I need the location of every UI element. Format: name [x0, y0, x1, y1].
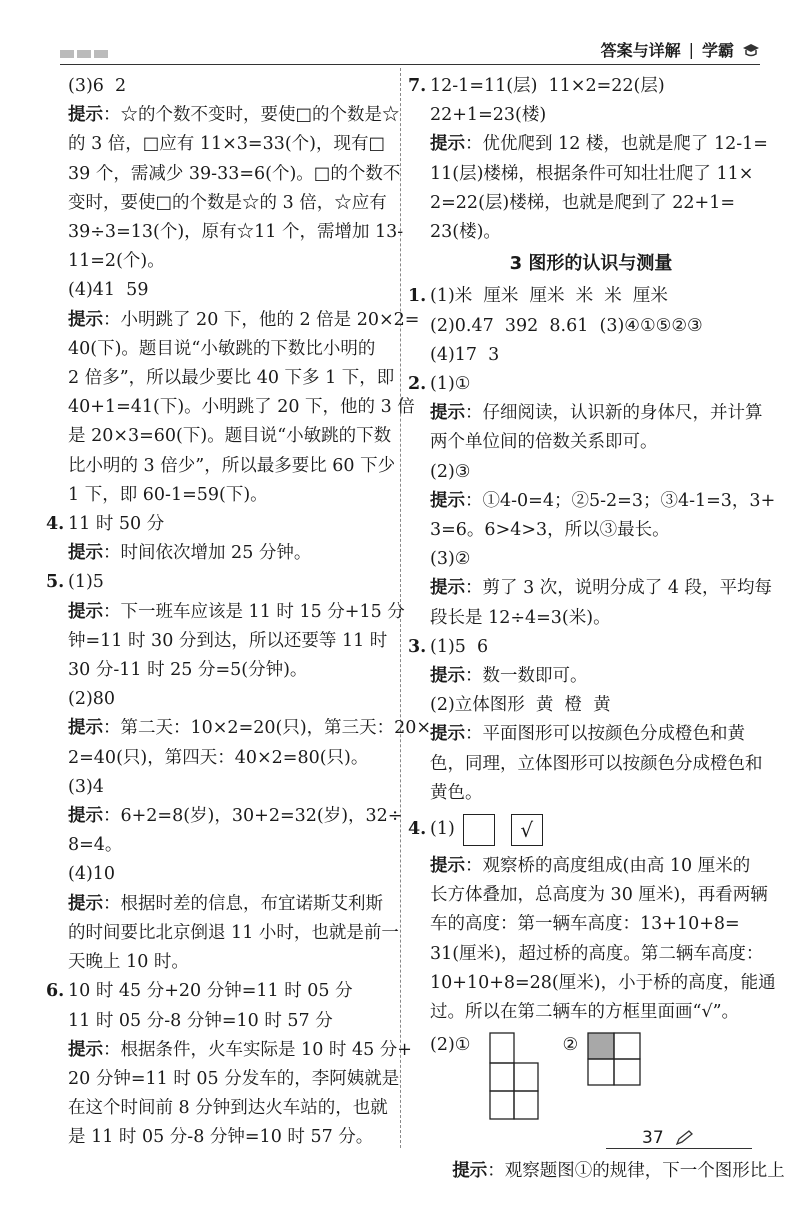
answer-line	[430, 910, 770, 939]
line-text: (3)6 2	[68, 76, 127, 96]
line-text: (3)4	[68, 776, 104, 797]
line-text: 2 倍多”，所以最少要比 40 下多 1 下，即	[68, 368, 395, 389]
line-text: 段长是 12÷4=3(米)。	[430, 607, 611, 628]
answer-line	[50, 919, 399, 948]
line-text: 10 时 45 分+20 分钟=11 时 05 分	[68, 981, 353, 1002]
line-text: 观察桥的高度组成(由高 10 厘米的	[482, 856, 751, 877]
answer-line	[50, 1123, 390, 1152]
hint-label: 提示	[430, 134, 465, 155]
hint-line: 提示：小明跳了 20 下，他的 2 倍是 20×2=	[68, 309, 420, 330]
figure-2-grid	[584, 1031, 644, 1091]
answer-line	[50, 189, 390, 218]
question-number: 5.	[46, 572, 65, 593]
brand-logo: 学霸	[701, 41, 734, 60]
line-text: 23(楼)。	[430, 222, 501, 243]
line-text: 优优爬到 12 楼，也就是爬了 12-1=	[482, 134, 768, 155]
answer-line	[412, 458, 770, 487]
answer-line	[430, 969, 776, 998]
line-text: 31(厘米)，超过桥的高度。第二辆车高度：	[430, 943, 764, 964]
hint-line: 提示：剪了 3 次，说明分成了 4 段，平均每	[430, 578, 773, 599]
hint-label: 提示	[430, 856, 465, 877]
answer-line	[50, 685, 390, 714]
line-text: 色，同理，立体图形可以按颜色分成橙色和	[430, 753, 763, 774]
q4-sub2: (2)①	[430, 1035, 471, 1056]
hint-label: 提示	[68, 806, 103, 827]
header-title: 答案与详解	[600, 41, 681, 60]
grad-cap-icon	[742, 41, 760, 59]
line-text: 根据时差的信息，布宜诺斯艾利斯	[120, 893, 383, 914]
hint-line: 提示：第二天：10×2=20(只)，第三天：20×	[68, 718, 432, 739]
answer-line	[412, 604, 770, 633]
header-marks	[60, 50, 108, 58]
line-text: ①4-0=4；②5-2=3；③4-1=3，3+	[482, 490, 776, 511]
line-text: 11(层)楼梯，根据条件可知壮壮爬了 11×	[430, 163, 754, 184]
answer-line	[50, 160, 401, 189]
section-title: 3 图形的认识与测量	[509, 253, 673, 275]
question-line	[46, 510, 390, 539]
line-text: (4)10	[68, 864, 116, 885]
line-text: 时间依次增加 25 分钟。	[120, 543, 312, 564]
line-text: 第二天：10×2=20(只)，第三天：20×	[120, 718, 432, 739]
line-text: 39÷3=13(个)，原有☆11 个，需增加 13-	[68, 222, 404, 243]
line-text: 6+2=8(岁)，30+2=32(岁)，32÷	[120, 806, 403, 827]
question-line	[46, 568, 390, 597]
answer-line	[412, 341, 770, 370]
answer-line	[50, 1007, 390, 1036]
line-text: (1)5	[68, 572, 104, 593]
hint-label: 提示	[68, 309, 103, 330]
line-text: 小明跳了 20 下，他的 2 倍是 20×2=	[120, 309, 420, 330]
line-text: 比小明的 3 倍少”，所以最多要比 60 下少	[68, 455, 396, 476]
question-number: 3.	[408, 636, 427, 657]
line-text: 11 时 05 分-8 分钟=10 时 57 分	[68, 1010, 333, 1031]
hint-line: 提示：根据条件，火车实际是 10 时 45 分+	[68, 1039, 412, 1060]
hint-label: 提示	[68, 718, 103, 739]
answer-line	[430, 998, 770, 1027]
answer-line	[50, 393, 415, 422]
hint-label: 提示	[68, 1039, 103, 1060]
answer-line	[50, 452, 396, 481]
line-text: 30 分-11 时 25 分=5(分钟)。	[68, 660, 308, 681]
line-text: (3)②	[430, 549, 471, 570]
answer-line	[50, 773, 390, 802]
answer-line	[412, 750, 770, 779]
line-text: 12-1=11(层) 11×2=22(层)	[430, 76, 665, 96]
check-mark: √	[520, 818, 534, 843]
hint-line: 提示：优优爬到 12 楼，也就是爬了 12-1=	[430, 134, 768, 155]
line-text: 两个单位间的倍数关系即可。	[430, 432, 658, 453]
line-text: 39 个，需减少 39-33=6(个)。□的个数不	[68, 163, 401, 184]
answer-line	[50, 860, 390, 889]
line-text: 平面图形可以按颜色分成橙色和黄	[482, 724, 745, 745]
line-text: 下一班车应该是 11 时 15 分+15 分	[120, 601, 405, 622]
hint-label: 提示	[68, 105, 103, 126]
answer-line	[412, 160, 770, 189]
answer-line	[412, 428, 770, 457]
answer-line	[50, 1094, 390, 1123]
line-text: 数一数即可。	[482, 666, 588, 687]
line-text: 的 3 倍，□应有 11×3=33(个)，现有□	[68, 134, 386, 155]
answer-line	[412, 545, 770, 574]
q4-number: 4.	[408, 819, 427, 840]
hint-line: 提示：根据时差的信息，布宜诺斯艾利斯	[68, 893, 383, 914]
line-text: 天晚上 10 时。	[68, 952, 189, 973]
line-text: 2=40(只)，第四天：40×2=80(只)。	[68, 747, 369, 768]
hint-label: 提示	[68, 543, 103, 564]
answer-line	[50, 276, 390, 305]
figure-1-grid	[476, 1031, 540, 1123]
answer-line	[412, 779, 770, 808]
line-text: (1)米 厘米 厘米 米 米 厘米	[430, 286, 668, 307]
hint-label: 提示	[430, 403, 465, 424]
answer-line	[430, 881, 770, 910]
hint-line: 提示：数一数即可。	[430, 666, 588, 687]
answer-line	[412, 101, 770, 130]
line-text: 根据条件，火车实际是 10 时 45 分+	[120, 1039, 412, 1060]
line-text: 在这个时间前 8 分钟到达火车站的，也就	[68, 1098, 388, 1119]
question-line	[408, 633, 770, 662]
line-text: 变时，要使□的个数是☆的 3 倍，☆应有	[68, 192, 387, 213]
left-column	[46, 72, 432, 1153]
question-line	[408, 72, 770, 101]
answer-line	[50, 130, 390, 159]
answer-line	[50, 744, 390, 773]
line-text: 20 分钟=11 时 05 分发车的，李阿姨就是	[68, 1068, 400, 1089]
answer-line	[50, 627, 390, 656]
hint-line: 提示：6+2=8(岁)，30+2=32(岁)，32÷	[68, 806, 403, 827]
line-text: 3=6。6>4>3，所以③最长。	[430, 520, 670, 541]
answer-line	[412, 189, 770, 218]
hint-label: 提示	[430, 666, 465, 687]
line-text: (2)0.47 392 8.61 (3)④①⑤②③	[430, 315, 703, 336]
line-text: 2=22(层)楼梯，也就是爬到了 22+1=	[430, 192, 736, 213]
line-text: 10+10+8=28(厘米)，小于桥的高度，能通	[430, 972, 776, 993]
answer-line	[50, 364, 395, 393]
line-text: 钟=11 时 30 分到达，所以还要等 11 时	[68, 630, 388, 651]
line-text: (2)80	[68, 689, 116, 710]
line-text: 40(下)。题目说“小敏跳的下数比小明的	[68, 338, 376, 359]
line-text: 剪了 3 次，说明分成了 4 段，平均每	[482, 578, 773, 599]
pencil-icon	[675, 1130, 695, 1146]
q4-last-hint: 提示：观察题图①的规律，下一个图形比上	[452, 1160, 785, 1181]
question-number: 4.	[46, 514, 65, 535]
hint-line: 提示：☆的个数不变时，要使□的个数是☆	[68, 105, 400, 126]
answer-box-empty	[463, 814, 495, 846]
line-text: 1 下，即 60-1=59(下)。	[68, 484, 268, 505]
q4-row	[408, 808, 770, 852]
answer-line	[50, 247, 390, 276]
answer-line	[50, 72, 390, 101]
hint-line: 提示：平面图形可以按颜色分成橙色和黄	[430, 724, 745, 745]
line-text: 是 20×3=60(下)。题目说“小敏跳的下数	[68, 426, 392, 447]
hint-line: 提示：仔细阅读，认识新的身体尺，并计算	[430, 403, 763, 424]
line-text: (2)立体图形 黄 橙 黄	[430, 695, 611, 716]
hint-label: 提示	[68, 893, 103, 914]
hint-label: 提示	[430, 490, 465, 511]
answer-line	[50, 1065, 400, 1094]
header-right: 答案与详解 | 学霸	[601, 38, 760, 61]
line-text: 11 时 50 分	[68, 514, 165, 535]
page-header	[60, 38, 760, 65]
answer-line	[50, 831, 390, 860]
line-text: 车的高度：第一辆车高度：13+10+8=	[430, 914, 740, 935]
q4-sub2b: ②	[562, 1035, 579, 1056]
hint-line: 提示：①4-0=4；②5-2=3；③4-1=3，3+	[430, 490, 776, 511]
hint-label: 提示	[430, 578, 465, 599]
question-number: 1.	[408, 286, 427, 307]
line-text: (4)41 59	[68, 280, 149, 301]
answer-line	[412, 218, 770, 247]
line-text: 的时间要比北京倒退 11 小时，也就是前一	[68, 922, 399, 943]
question-line	[46, 977, 390, 1006]
hint-label: 提示	[68, 601, 103, 622]
line-text: (4)17 3	[430, 344, 500, 365]
q4-sub1: (1)	[430, 819, 455, 840]
answer-line	[50, 656, 390, 685]
line-text: 11=2(个)。	[68, 251, 165, 272]
right-column	[408, 72, 785, 1215]
question-line	[408, 282, 770, 311]
hint-line: 提示：时间依次增加 25 分钟。	[68, 543, 312, 564]
line-text: (1)①	[430, 374, 471, 395]
q4-figures-row	[412, 1031, 770, 1127]
line-text: 仔细阅读，认识新的身体尺，并计算	[482, 403, 763, 424]
question-line	[408, 370, 770, 399]
line-text: 22+1=23(楼)	[430, 105, 547, 126]
line-text: (2)③	[430, 461, 471, 482]
answer-line	[50, 481, 390, 510]
answer-line	[50, 948, 390, 977]
page-number: 37	[642, 1128, 664, 1148]
question-number: 6.	[46, 981, 65, 1002]
answer-line	[50, 335, 390, 364]
hint-line: 提示：下一班车应该是 11 时 15 分+15 分	[68, 601, 405, 622]
answer-line	[50, 218, 404, 247]
hint-line: 提示：观察桥的高度组成(由高 10 厘米的	[430, 856, 751, 877]
line-text: ☆的个数不变时，要使□的个数是☆	[120, 105, 400, 126]
line-text: 过。所以在第二辆车的方框里面画“√”。	[430, 1002, 740, 1023]
line-text: 黄色。	[430, 782, 483, 803]
hint-label: 提示	[430, 724, 465, 745]
line-text: 40+1=41(下)。小明跳了 20 下，他的 3 倍	[68, 397, 415, 418]
answer-box-checked	[511, 814, 543, 846]
line-text: (1)5 6	[430, 636, 489, 657]
question-number: 7.	[408, 76, 427, 96]
answer-line	[412, 516, 770, 545]
line-text: 是 11 时 05 分-8 分钟=10 时 57 分。	[68, 1127, 374, 1148]
answer-line	[412, 312, 770, 341]
question-number: 2.	[408, 374, 427, 395]
answer-line	[430, 940, 770, 969]
answer-line	[50, 422, 390, 451]
line-text: 8=4。	[68, 835, 123, 856]
page-footer	[606, 1128, 752, 1149]
line-text: 长方体叠加，总高度为 30 厘米)，再看两辆	[430, 885, 768, 906]
answer-line	[412, 691, 770, 720]
